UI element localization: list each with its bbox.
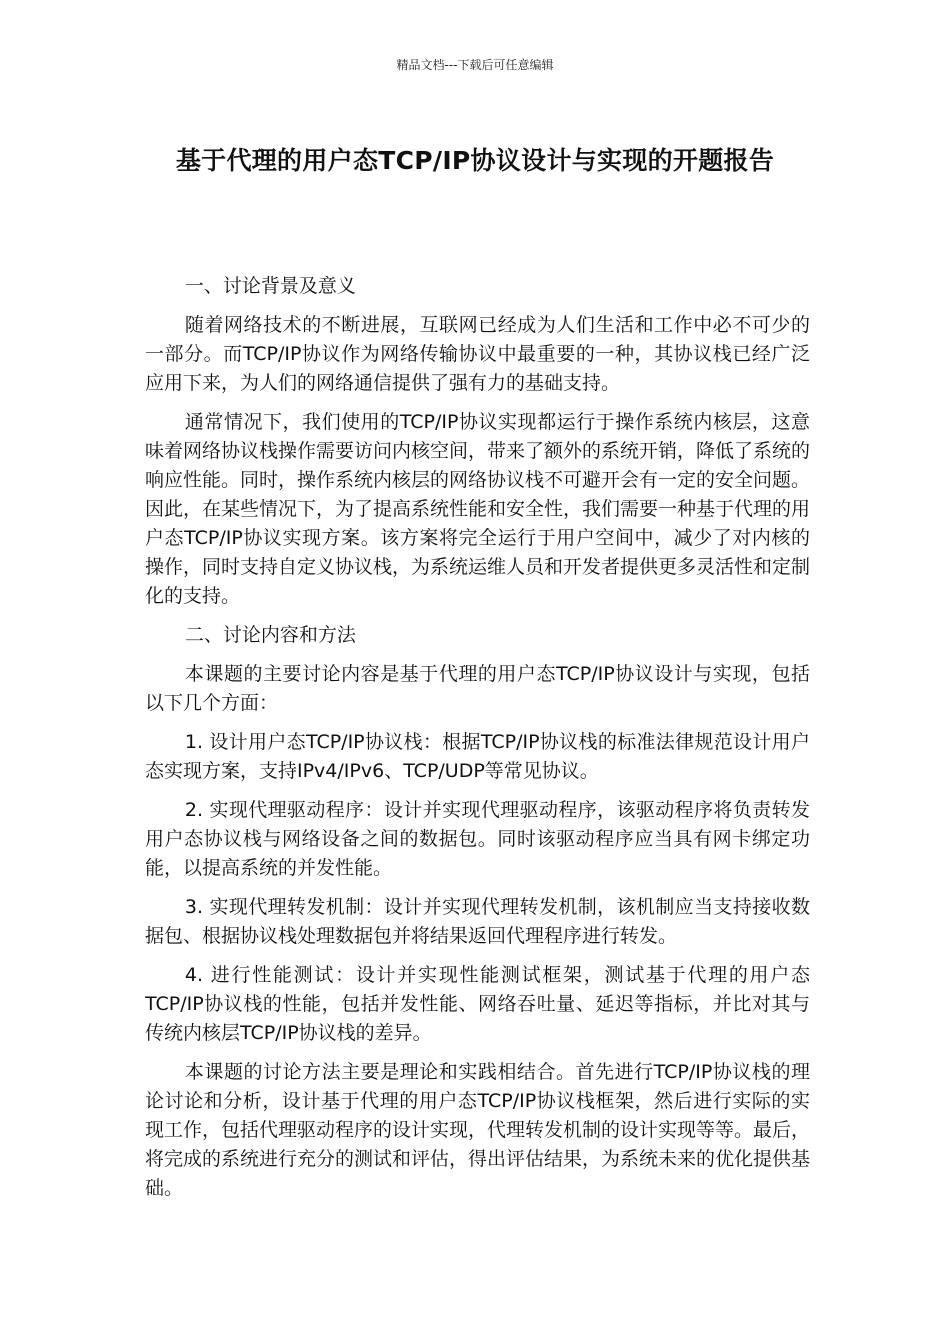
list-item-4: 4. 进行性能测试：设计并实现性能测试框架，测试基于代理的用户态TCP/IP协议栈的性能，包括并发性能、网络吞吐量、延迟等指标，并比对其与传统内核层TCP/IP协议栈的差异。 bbox=[145, 964, 810, 1044]
paragraph-background-2: 通常情况下，我们使用的TCP/IP协议实现都运行于操作系统内核层，这意味着网络协议栈操作需要访问内核空间，带来了额外的系统开销，降低了系统的响应性能。同时，操作系统内核层的网络协议栈不可避开会有一定的安全问题。因此，在某些情况下，为了提高系统性能和安全性，我们需要一种基于代理的用户态TCP/IP协议实现方案。该方案将完全运行于用户空间中，减少了对内核的操作，同时支持自定义协议栈，为系统运维人员和开发者提供更多灵活性和定制化的支持。 bbox=[145, 411, 811, 607]
page-header: 精品文档---下载后可任意编辑 bbox=[396, 58, 554, 72]
paragraph-content-intro: 本课题的主要讨论内容是基于代理的用户态TCP/IP协议设计与实现，包括以下几个方面： bbox=[145, 663, 810, 714]
list-item-1: 1. 设计用户态TCP/IP协议栈：根据TCP/IP协议栈的标准法律规范设计用户态实现方案，支持IPv4/IPv6、TCP/UDP等常见协议。 bbox=[145, 731, 810, 782]
paragraph-method: 本课题的讨论方法主要是理论和实践相结合。首先进行TCP/IP协议栈的理论讨论和分析，设计基于代理的用户态TCP/IP协议栈框架，然后进行实际的实现工作，包括代理驱动程序的设计实现，代理转发机制的设计实现等等。最后，将完成的系统进行充分的测试和评估，得出评估结果，为系统未来的优化提供基础。 bbox=[145, 1061, 811, 1199]
section-heading-content-method: 二、讨论内容和方法 bbox=[184, 624, 356, 646]
document-title: 基于代理的用户态TCP/IP协议设计与实现的开题报告 bbox=[175, 146, 775, 175]
section-heading-background: 一、讨论背景及意义 bbox=[184, 275, 356, 297]
paragraph-background-1: 随着网络技术的不断进展，互联网已经成为人们生活和工作中必不可少的一部分。而TCP/IP协议作为网络传输协议中最重要的一种，其协议栈已经广泛应用下来，为人们的网络通信提供了强有力的基础支持。 bbox=[145, 314, 810, 394]
list-item-2: 2. 实现代理驱动程序：设计并实现代理驱动程序，该驱动程序将负责转发用户态协议栈与网络设备之间的数据包。同时该驱动程序应当具有网卡绑定功能，以提高系统的并发性能。 bbox=[145, 799, 810, 879]
document-body bbox=[145, 272, 810, 1213]
list-item-3: 3. 实现代理转发机制：设计并实现代理转发机制，该机制应当支持接收数据包、根据协议栈处理数据包并将结果返回代理程序进行转发。 bbox=[145, 896, 810, 947]
